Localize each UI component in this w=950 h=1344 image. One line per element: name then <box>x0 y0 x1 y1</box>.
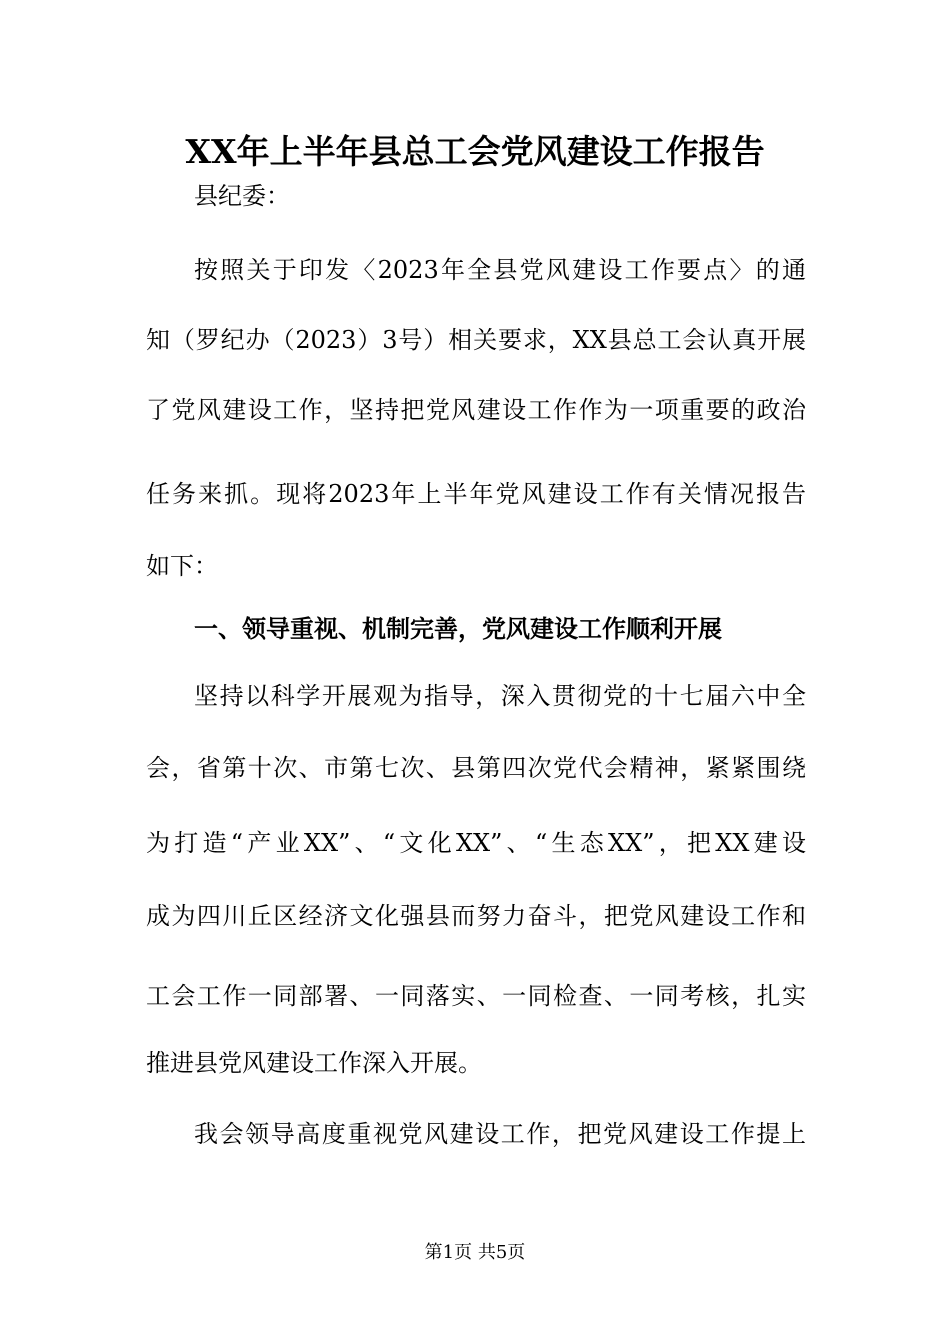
document-title: XX年上半年县总工会党风建设工作报告 <box>185 132 765 171</box>
salutation-line: 县纪委： <box>194 182 290 210</box>
page-footer: 第1页 共5页 <box>424 1242 526 1263</box>
paragraph-line: 按照关于印发〈2023年全县党风建设工作要点〉的通 <box>194 256 806 284</box>
paragraph-line: 坚持以科学开展观为指导，深入贯彻党的十七届六中全 <box>194 682 806 710</box>
paragraph-line: 知（罗纪办（2023）3号）相关要求，XX县总工会认真开展 <box>146 326 806 354</box>
paragraph-line: 工会工作一同部署、一同落实、一同检查、一同考核，扎实 <box>146 982 806 1010</box>
paragraph-line: 推进县党风建设工作深入开展。 <box>146 1049 482 1077</box>
paragraph-line: 任务来抓。现将2023年上半年党风建设工作有关情况报告 <box>146 480 806 508</box>
paragraph-line: 如下： <box>146 552 218 580</box>
paragraph-line: 了党风建设工作，坚持把党风建设工作作为一项重要的政治 <box>146 396 806 424</box>
paragraph-line: 为打造“产业XX”、“文化XX”、“生态XX”，把XX建设 <box>146 829 806 857</box>
section-heading: 一、领导重视、机制完善，党风建设工作顺利开展 <box>194 615 722 643</box>
paragraph-line: 成为四川丘区经济文化强县而努力奋斗，把党风建设工作和 <box>146 902 806 930</box>
paragraph-line: 我会领导高度重视党风建设工作，把党风建设工作提上 <box>194 1120 806 1148</box>
paragraph-line: 会，省第十次、市第七次、县第四次党代会精神，紧紧围绕 <box>146 754 806 782</box>
